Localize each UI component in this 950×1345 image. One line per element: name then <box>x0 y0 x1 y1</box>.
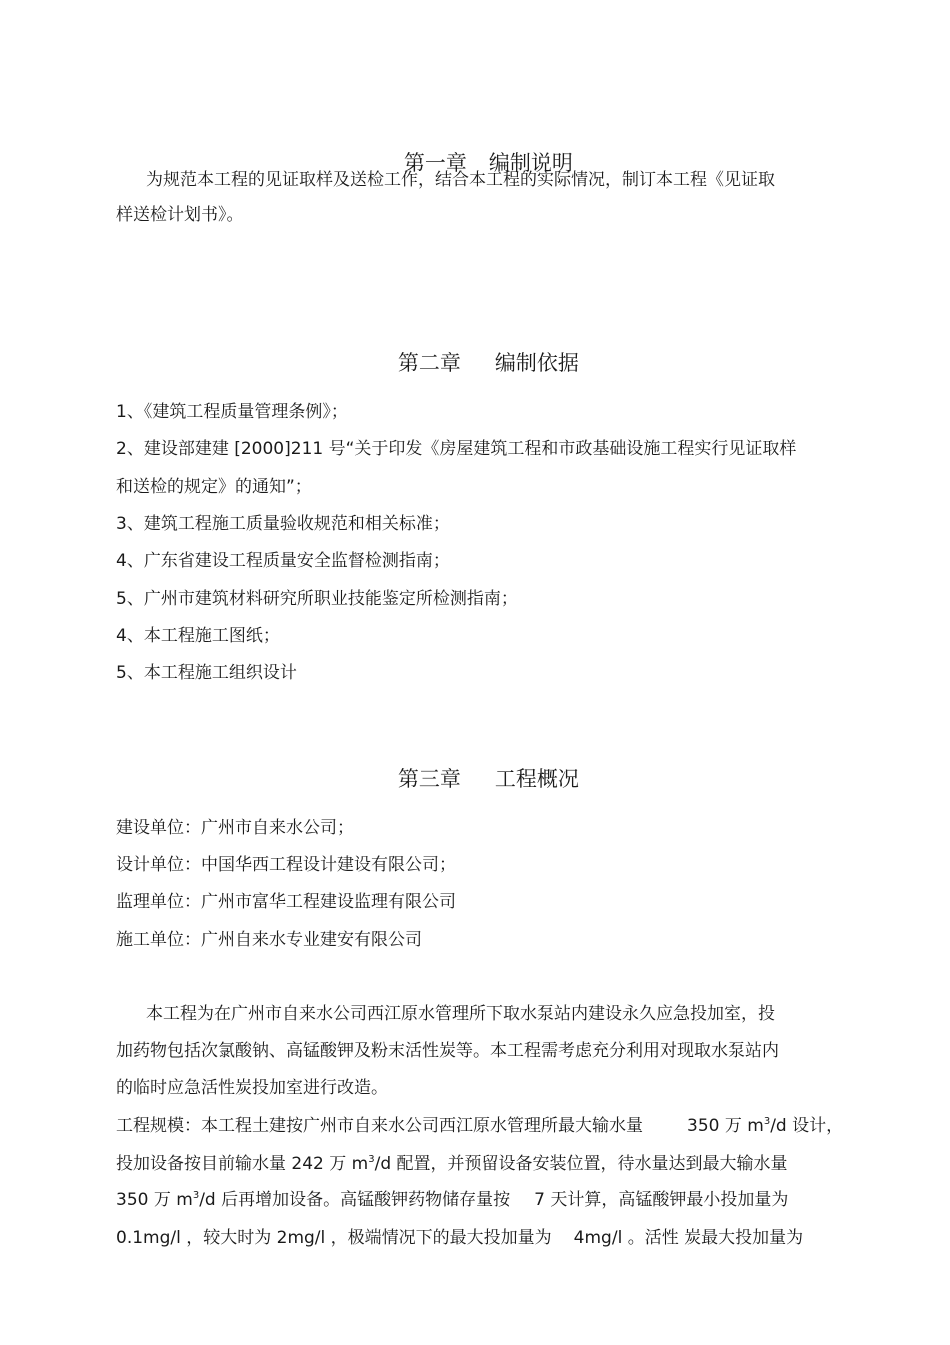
chapter-3-number: 第三章 <box>397 767 461 791</box>
chapter-1-para-line-2: 样送检计划书》。 <box>116 205 244 225</box>
scale-text: /d 设计， <box>770 1116 844 1136</box>
scale-text: 350 万 m <box>687 1116 764 1136</box>
chapter-1-number: 第一章 <box>403 151 467 175</box>
project-desc-line-2: 加药物包括次氯酸钠、高锰酸钾及粉末活性炭等。本工程需考虑充分利用对现取水泵站内 <box>116 1041 779 1061</box>
unit-line: 监理单位：广州市富华工程建设监理有限公司 <box>116 892 456 912</box>
scale-text: /d 配置，并预留设备安装位置，待水量达到最大输水量 <box>374 1154 788 1174</box>
scale-line-4 <box>116 1226 803 1250</box>
scale-line-2 <box>116 1152 788 1176</box>
chapter-3-heading <box>0 734 950 824</box>
cubic-superscript: 3 <box>368 1154 375 1165</box>
basis-item: 和送检的规定》的通知”； <box>116 477 312 497</box>
project-desc-line-3: 的临时应急活性炭投加室进行改造。 <box>116 1078 388 1098</box>
scale-line-1 <box>116 1114 843 1138</box>
cubic-superscript: 3 <box>192 1190 200 1201</box>
chapter-1-para-line-1: 为规范本工程的见证取样及送检工作，结合本工程的实际情况，制订本工程《见证取 <box>146 170 775 190</box>
unit-line: 施工单位：广州自来水专业建安有限公司 <box>116 930 422 950</box>
chapter-1-title: 编制说明 <box>488 151 573 175</box>
chapter-2-title: 编制依据 <box>494 351 579 375</box>
scale-text: 4mg/l 。活性 炭最大投加量为 <box>573 1228 804 1248</box>
basis-item: 3、建筑工程施工质量验收规范和相关标准； <box>116 514 450 534</box>
scale-text: 7 天计算，高锰酸钾最小投加量为 <box>534 1190 789 1210</box>
basis-item: 5、广州市建筑材料研究所职业技能鉴定所检测指南； <box>116 589 518 609</box>
chapter-2-number: 第二章 <box>397 351 461 375</box>
scale-text: 工程规模：本工程土建按广州市自来水公司西江原水管理所最大输水量 <box>116 1116 643 1136</box>
scale-text: 投加设备按目前输水量 242 万 m <box>116 1154 369 1174</box>
basis-item: 5、本工程施工组织设计 <box>116 663 297 683</box>
basis-item: 4、广东省建设工程质量安全监督检测指南； <box>116 551 450 571</box>
scale-text: 0.1mg/l ，较大时为 2mg/l ，极端情况下的最大投加量为 <box>116 1228 552 1248</box>
chapter-1-heading <box>0 118 950 208</box>
scale-line-3 <box>116 1188 788 1212</box>
chapter-3-title: 工程概况 <box>494 767 579 791</box>
basis-item: 1、《建筑工程质量管理条例》； <box>116 402 348 422</box>
scale-text: /d 后再增加设备。高锰酸钾药物储存量按 <box>199 1190 511 1210</box>
chapter-2-heading <box>0 318 950 408</box>
scale-text: 350 万 m <box>116 1190 193 1210</box>
unit-line: 建设单位：广州市自来水公司； <box>116 818 354 838</box>
basis-item: 4、本工程施工图纸； <box>116 626 280 646</box>
cubic-superscript: 3 <box>763 1116 771 1127</box>
project-desc-line-1: 本工程为在广州市自来水公司西江原水管理所下取水泵站内建设永久应急投加室，投 <box>146 1004 775 1024</box>
unit-line: 设计单位：中国华西工程设计建设有限公司； <box>116 855 456 875</box>
basis-item: 2、建设部建建 [2000]211 号“关于印发《房屋建筑工程和市政基础设施工程实行见证取样 <box>116 439 797 459</box>
